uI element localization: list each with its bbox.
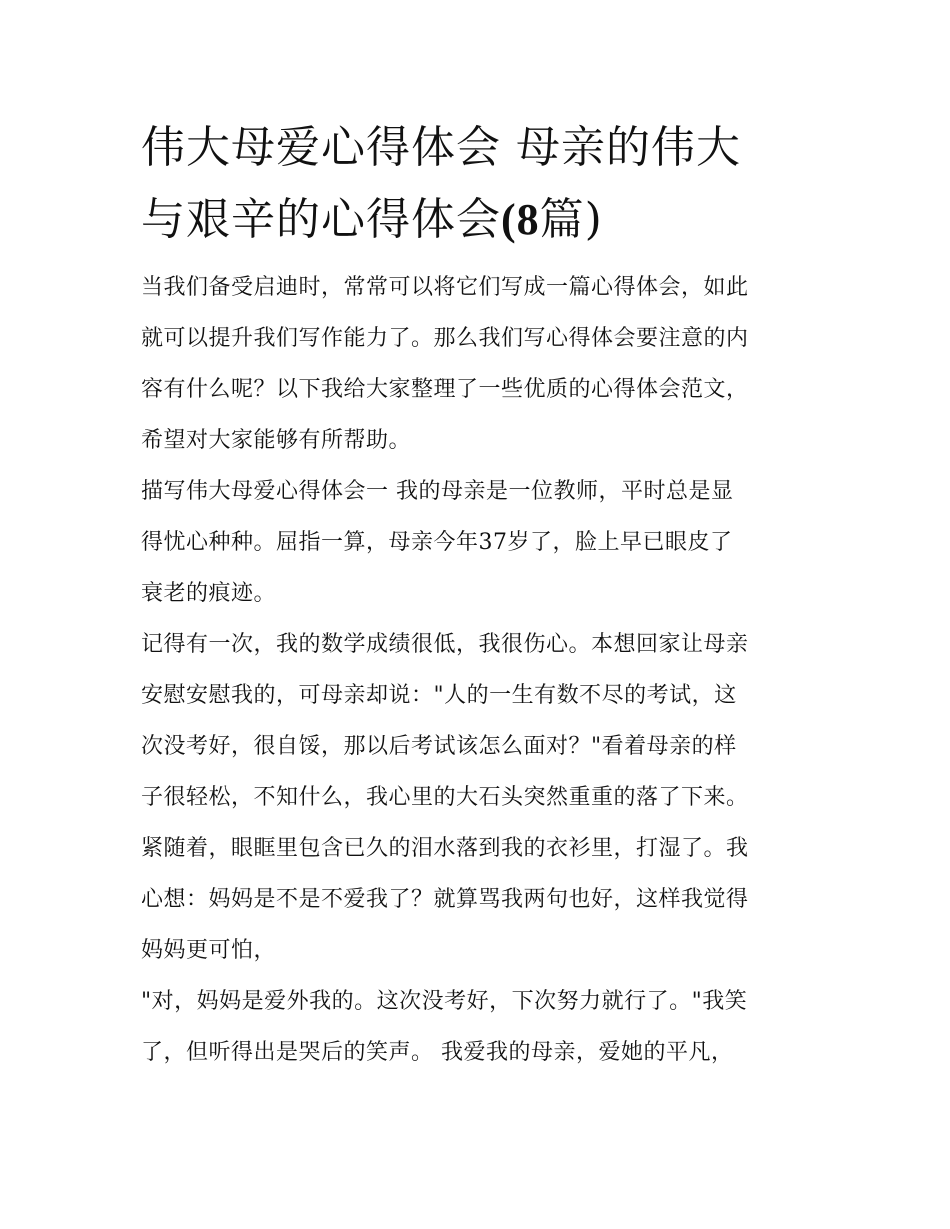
paragraph-math-exam-story: 记得有一次，我的数学成绩很低，我很伤心。本想回家让母亲 安慰安慰我的，可母亲却说："人的一生有数不尽的考试，这 次没考好，很自馁，那以后考试该怎么面对？"看着母亲的样 子很轻松，不知什么，我心里的大石头突然重重的落了下来。 紧随着，眼眶里包含已久的泪水落到我的衣衫里，打湿了。我 心想：妈妈是不是不爱我了？就算骂我两句也好，这样我觉得 妈妈更可怕，: [141, 632, 749, 963]
document-page: [141, 112, 813, 1078]
paragraph-essay-one-opening: 描写伟大母爱心得体会一 我的母亲是一位教师，平时总是显 得忧心种种。屈指一算，母亲今年37岁了，脸上早已眼皮了 衰老的痕迹。: [141, 479, 734, 606]
document-title: [141, 112, 813, 256]
paragraph-mother-reply: "对，妈妈是爱外我的。这次没考好，下次努力就行了。"我笑 了，但听得出是哭后的笑声。 我爱我的母亲，爱她的平凡，: [141, 989, 748, 1065]
paragraph-intro: 当我们备受启迪时，常常可以将它们写成一篇心得体会，如此 就可以提升我们写作能力了。那么我们写心得体会要注意的内 容有什么呢？以下我给大家整理了一些优质的心得体会范文， 希望对大家能够有所帮助。: [141, 275, 749, 453]
title-line-2-count: (8: [501, 195, 540, 244]
title-line-2-suffix: 篇): [539, 194, 603, 245]
title-line-2-prefix: 与艰辛的心得体会: [141, 194, 501, 245]
title-line-1: 伟大母爱心得体会 母亲的伟大: [141, 122, 741, 173]
